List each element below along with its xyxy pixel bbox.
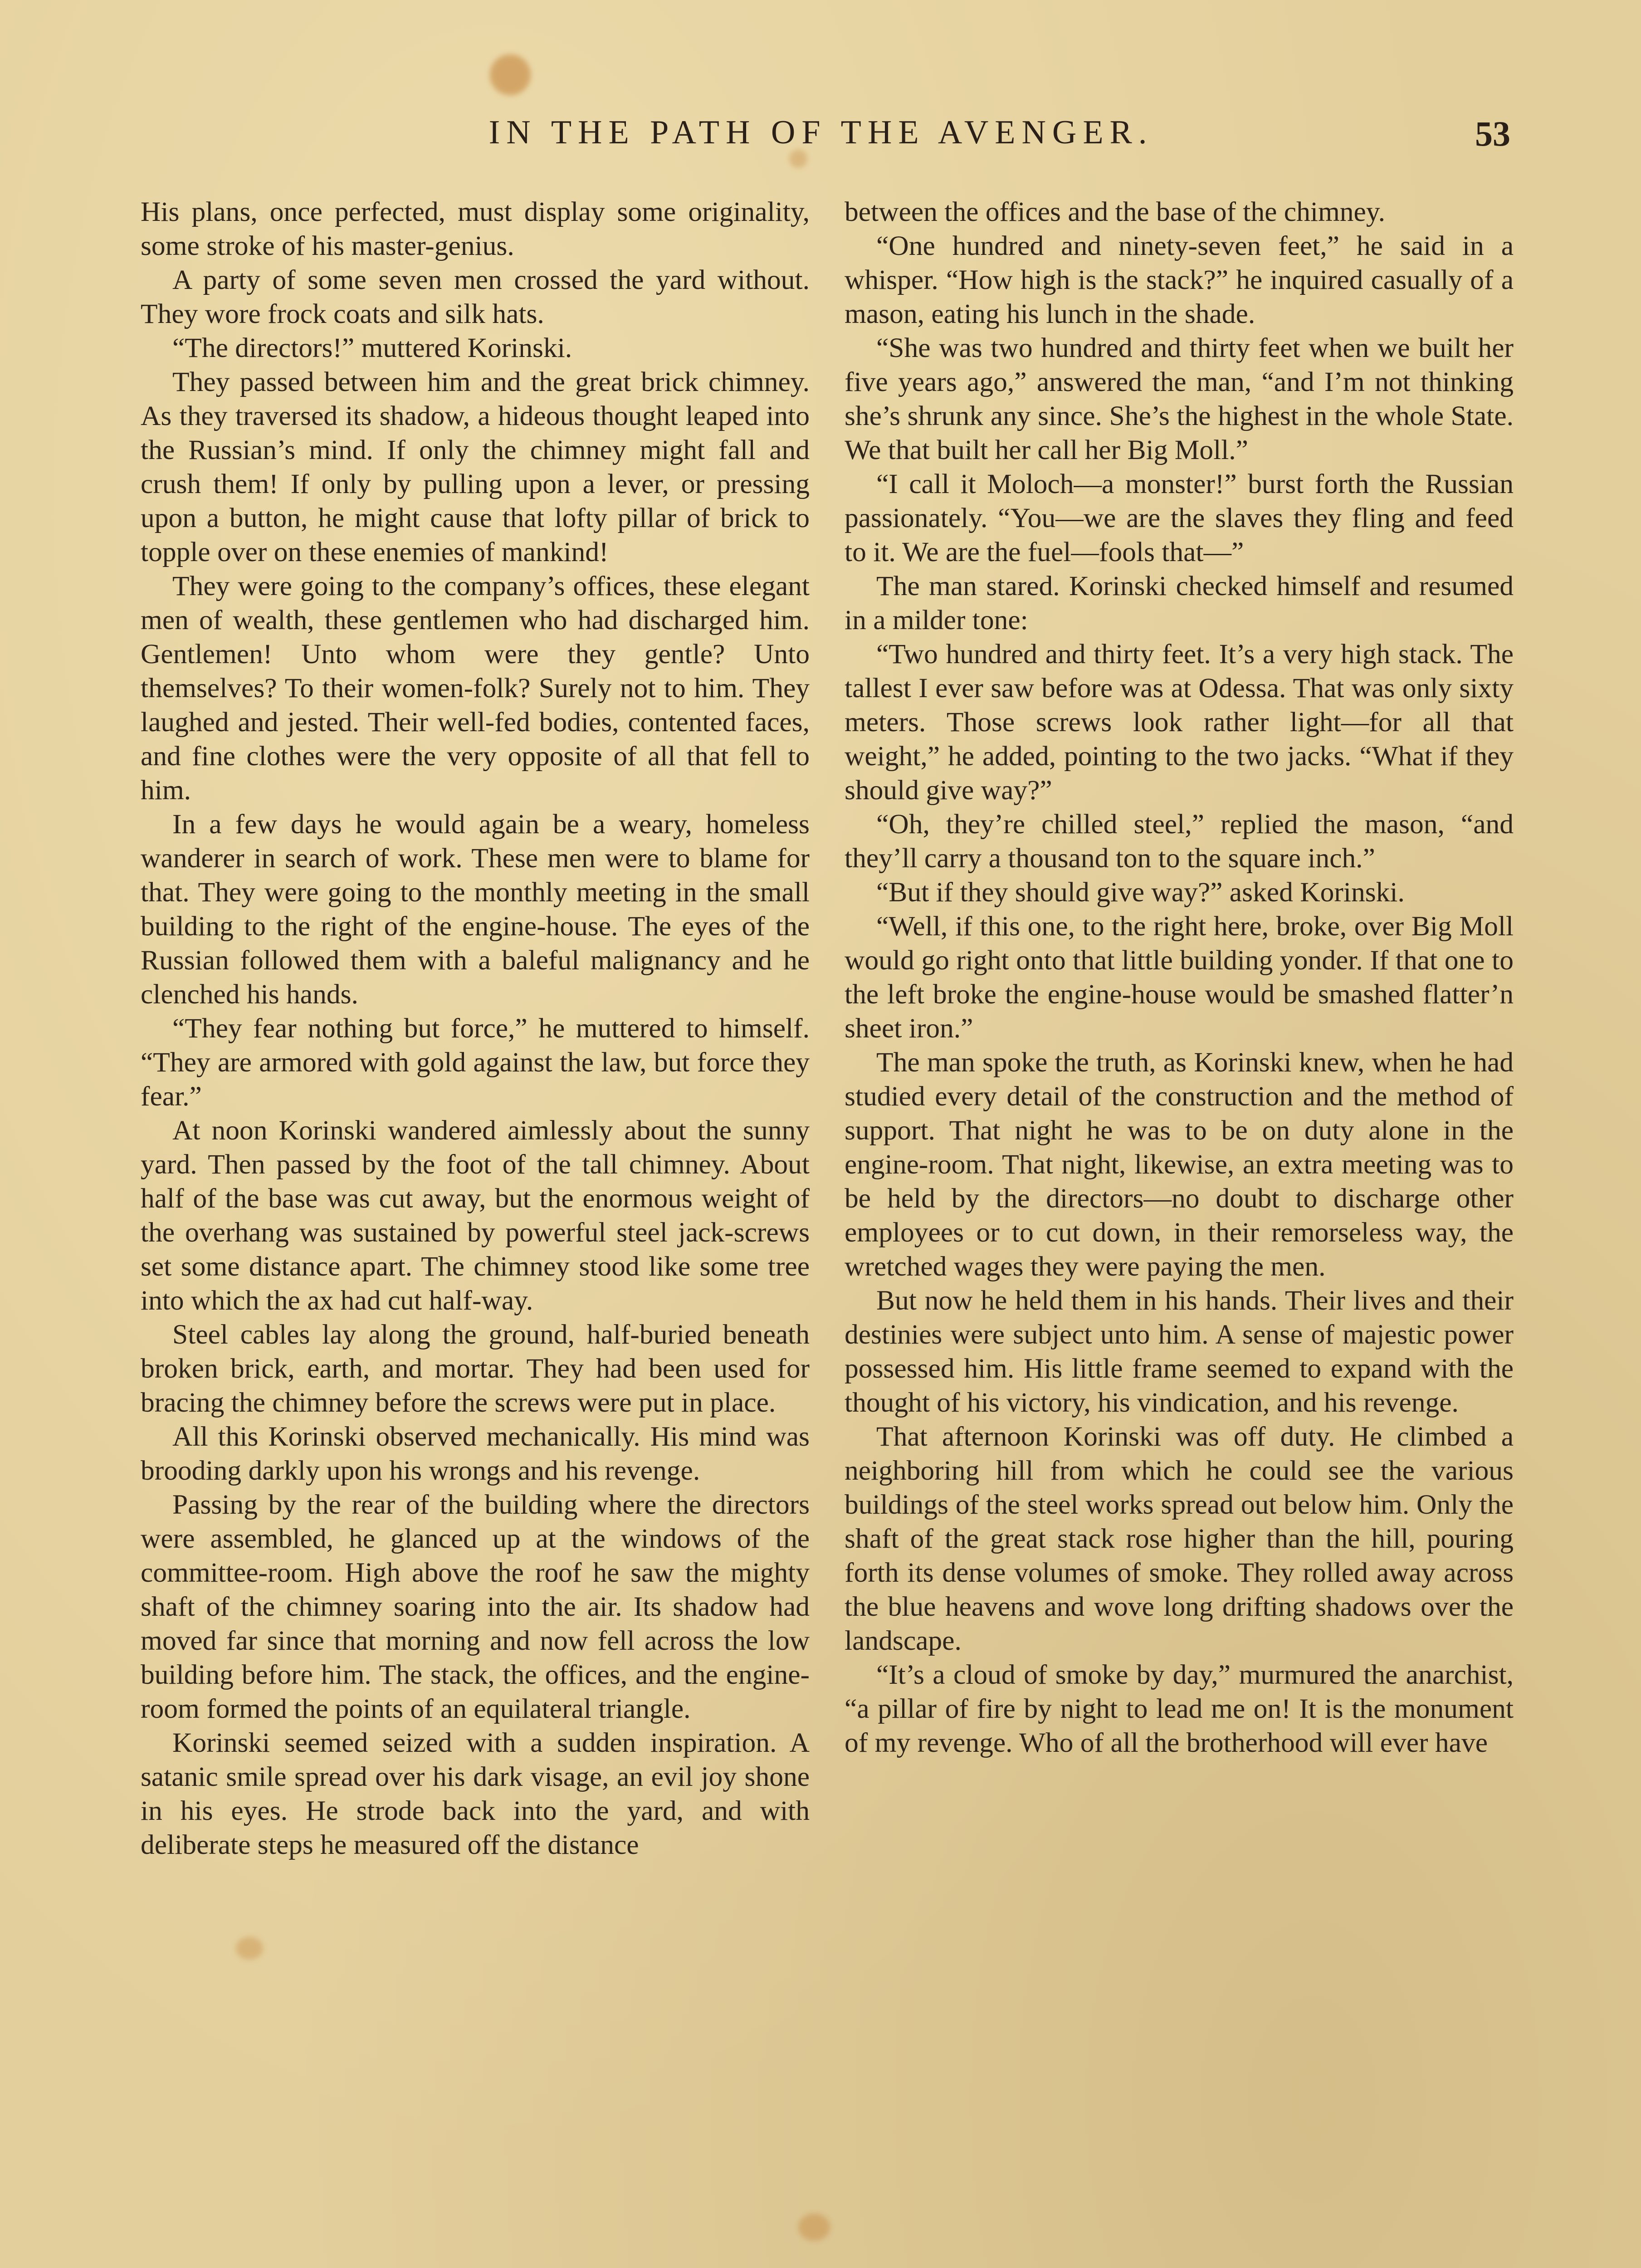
- paper-stain: [490, 54, 531, 95]
- paragraph: All this Korinski observed mechanically. His mind was brooding darkly upon his wrongs and his revenge.: [141, 1421, 810, 1486]
- paragraph: They passed between him and the great brick chimney. As they traversed its shadow, a hideous thought leaped into the Russian’s mind. If only the chimney might fall and crush them! If only by pulling upon a lever, or pressing upon a button, he might cause that lofty pillar of brick to topple over on these enemies of mankind!: [141, 367, 810, 567]
- paragraph: “The directors!” muttered Korinski.: [172, 332, 572, 363]
- paragraph: In a few days he would again be a weary, homeless wanderer in search of work. These men were to blame for that. They were going to the monthly meeting in the small building to the right of the engine-house. The eyes of the Russian followed them with a baleful malignancy and he clenched his hands.: [141, 809, 810, 1010]
- paragraph: Passing by the rear of the building where the directors were assembled, he glanced up at the windows of the committee-room. High above the roof he saw the mighty shaft of the chimney soaring into the air. Its shadow had moved far since that morning and now fell across the low building before him. The stack, the offices, and the engine-room formed the points of an equilateral triangle.: [141, 1489, 810, 1724]
- paragraph: The man stared. Korinski checked himself and resumed in a milder tone:: [845, 571, 1514, 635]
- paper-stain: [236, 1937, 263, 1960]
- paragraph: The man spoke the truth, as Korinski knew, when he had studied every detail of the construction and the method of support. That night he was to be on duty alone in the engine-room. That night, likewise, an extra meeting was to be held by the directors—no doubt to discharge other employees or to cut down, in their remorseless way, the wretched wages they were paying the men.: [845, 1047, 1514, 1282]
- paragraph: “One hundred and ninety-seven feet,” he said in a whisper. “How high is the stack?” he inquired casually of a mason, eating his lunch in the shade.: [845, 230, 1514, 329]
- page-number: 53: [1475, 114, 1510, 153]
- paragraph: A party of some seven men crossed the yard without. They wore frock coats and silk hats.: [141, 264, 810, 329]
- paragraph: “It’s a cloud of smoke by day,” murmured the anarchist, “a pillar of fire by night to lead me on! It is the monument of my revenge. Who of all the brotherhood will ever have: [845, 1659, 1514, 1758]
- running-header: [132, 113, 1510, 163]
- running-title: IN THE PATH OF THE AVENGER.: [488, 114, 1153, 151]
- paragraph: “I call it Moloch—a monster!” burst forth the Russian passionately. “You—we are the slaves they fling and feed to it. We are the fuel—fools that—”: [845, 469, 1514, 567]
- right-column: [845, 195, 1514, 1760]
- paragraph: “They fear nothing but force,” he muttered to himself. “They are armored with gold against the law, but force they fear.”: [141, 1013, 810, 1112]
- paragraph: “Two hundred and thirty feet. It’s a very high stack. The tallest I ever saw before was at Odessa. That was only sixty meters. Those screws look rather light—for all that weight,” he added, pointing to the two jacks. “What if they should give way?”: [845, 639, 1514, 806]
- paragraph: “Oh, they’re chilled steel,” replied the mason, “and they’ll carry a thousand ton to the square inch.”: [845, 809, 1514, 874]
- paragraph: His plans, once perfected, must display some originality, some stroke of his master-genius.: [141, 196, 810, 261]
- paper-stain: [798, 2214, 830, 2241]
- paragraph: “But if they should give way?” asked Korinski.: [876, 877, 1405, 908]
- paragraph: At noon Korinski wandered aimlessly about the sunny yard. Then passed by the foot of the tall chimney. About half of the base was cut away, but the enormous weight of the overhang was sustained by powerful steel jack-screws set some distance apart. The chimney stood like some tree into which the ax had cut half-way.: [141, 1115, 810, 1316]
- paragraph: They were going to the company’s offices, these elegant men of wealth, these gentlemen who had discharged him. Gentlemen! Unto whom were they gentle? Unto themselves? To their women-folk? Surely not to him. They laughed and jested. Their well-fed bodies, contented faces, and fine clothes were the very opposite of all that fell to him.: [141, 571, 810, 806]
- paragraph: Korinski seemed seized with a sudden inspiration. A satanic smile spread over his dark visage, an evil joy shone in his eyes. He strode back into the yard, and with deliberate steps he measured off the distance: [141, 1727, 810, 1860]
- paragraph: between the offices and the base of the chimney.: [845, 196, 1385, 227]
- paragraph: That afternoon Korinski was off duty. He climbed a neighboring hill from which he could see the various buildings of the steel works spread out below him. Only the shaft of the great stack rose higher than the hill, pouring forth its dense volumes of smoke. They rolled away across the blue heavens and wove long drifting shadows over the landscape.: [845, 1421, 1514, 1656]
- paragraph: “Well, if this one, to the right here, broke, over Big Moll would go right onto that little building yonder. If that one to the left broke the engine-house would be smashed flatter’n sheet iron.”: [845, 911, 1514, 1044]
- paragraph: But now he held them in his hands. Their lives and their destinies were subject unto him. A sense of majestic power possessed him. His little frame seemed to expand with the thought of his victory, his vindication, and his revenge.: [845, 1285, 1514, 1418]
- paragraph: Steel cables lay along the ground, half-buried beneath broken brick, earth, and mortar. They had been used for bracing the chimney before the screws were put in place.: [141, 1319, 810, 1418]
- paragraph: “She was two hundred and thirty feet when we built her five years ago,” answered the man, “and I’m not thinking she’s shrunk any since. She’s the highest in the whole State. We that built her call her Big Moll.”: [845, 332, 1514, 465]
- left-column: [141, 195, 810, 1862]
